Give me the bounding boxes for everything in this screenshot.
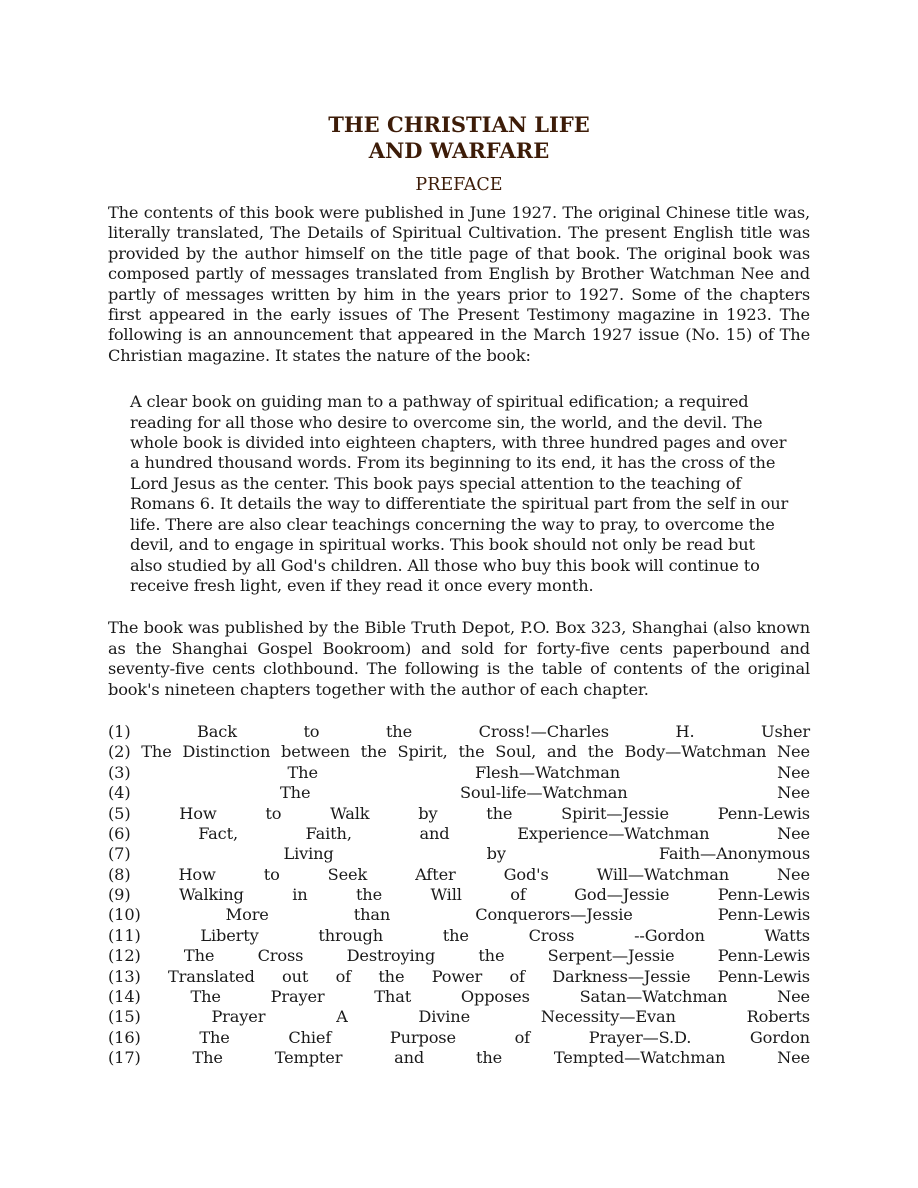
toc-word: Penn-Lewis [717,803,810,823]
toc-word: Spirit, [397,742,448,762]
toc-entry [108,946,810,966]
toc-word: Purpose [389,1027,456,1047]
toc-word: Destroying [346,946,436,966]
toc-word: and [394,1048,425,1068]
toc-word: Penn-Lewis [717,946,810,966]
book-title [108,112,810,164]
toc-word: Body—Watchman [624,742,767,762]
toc-word: Walk [330,803,370,823]
toc-word: Usher [761,721,810,741]
toc-word: of [510,885,526,905]
toc-word: the [378,966,405,986]
toc-word: (3) [108,762,131,782]
toc-entry [108,905,810,925]
toc-word: A [336,1007,348,1027]
toc-word: (14) [108,987,141,1007]
toc-word: to [263,864,280,884]
toc-word: The [287,762,318,782]
toc-word: (11) [108,925,141,945]
toc-word: Divine [418,1007,471,1027]
toc-word: Nee [777,1048,810,1068]
toc-entry [108,987,810,1007]
toc-word: Living [283,844,334,864]
toc-word: the [360,742,387,762]
toc-word: Tempted—Watchman [553,1048,726,1068]
toc-word: That [374,987,412,1007]
toc-word: Walking [178,885,244,905]
toc-word: Nee [777,823,810,843]
toc-word: Cross [257,946,304,966]
toc-word: between [281,742,350,762]
toc-entry [108,885,810,905]
toc-word: of [335,966,351,986]
toc-word: Faith, [305,823,352,843]
toc-word: Soul, [495,742,537,762]
toc-word: Flesh—Watchman [474,762,621,782]
publication-paragraph: The book was published by the Bible Truth Depot, P.O. Box 323, Shanghai (also known as the Shanghai Gospel Bookroom) and sold for forty-five cents paperbound and seventy-five cents clothbound. The following is the table of contents of the original book's nineteen chapters together with the author of each chapter. [108,618,810,699]
toc-word: Faith—Anonymous [658,844,810,864]
toc-word: Penn-Lewis [717,966,810,986]
toc-word: Nee [777,783,810,803]
toc-word: Back [197,721,237,741]
toc-word: the [458,742,485,762]
toc-word: the [478,946,505,966]
toc-entry [108,742,810,762]
toc-word: (17) [108,1048,141,1068]
toc-word: Opposes [460,987,530,1007]
toc-word: Cross!—Charles [478,721,609,741]
toc-word: More [225,905,269,925]
toc-word: After [415,864,456,884]
toc-entry [108,763,810,783]
toc-word: Seek [327,864,368,884]
toc-word: the [355,885,383,905]
toc-word: God's [503,864,549,884]
toc-entry [108,926,810,946]
toc-word: Nee [777,987,810,1007]
toc-word: The [199,1027,230,1047]
toc-word: Chief [288,1027,332,1047]
toc-word: Prayer—S.D. [588,1027,692,1047]
toc-word: Darkness—Jessie [552,966,691,986]
toc-word: How [178,864,216,884]
toc-word: Nee [777,864,810,884]
toc-entry [108,824,810,844]
toc-entry [108,1048,810,1068]
toc-word: the [587,742,614,762]
toc-word: The [280,783,311,803]
toc-word: (15) [108,1007,141,1027]
toc-word: and [419,823,450,843]
toc-word: --Gordon [634,925,705,945]
toc-entry [108,804,810,824]
toc-word: the [475,1048,503,1068]
toc-word: H. [675,721,695,741]
toc-word: the [385,721,413,741]
toc-word: of [514,1027,531,1047]
toc-word: Watts [764,925,810,945]
toc-word: Translated [167,966,255,986]
toc-word: to [265,803,282,823]
toc-word: through [318,925,383,945]
toc-word: Prayer [270,987,325,1007]
toc-word: Liberty [200,925,259,945]
toc-word: Will—Watchman [596,864,730,884]
toc-word: out [282,966,309,986]
toc-word: The [190,987,221,1007]
table-of-contents [108,722,810,1069]
toc-word: Serpent—Jessie [547,946,675,966]
toc-word: (2) [108,742,131,762]
book-title-line-2: AND WARFARE [368,138,550,163]
toc-word: Necessity—Evan [540,1007,676,1027]
toc-word: Will [430,885,462,905]
toc-word: Prayer [211,1007,266,1027]
toc-entry [108,722,810,742]
section-heading: PREFACE [415,175,503,195]
toc-word: of [509,966,525,986]
toc-word: (12) [108,946,141,966]
toc-word: The [183,946,215,966]
toc-word: Satan—Watchman [579,987,728,1007]
intro-paragraph: The contents of this book were published in June 1927. The original Chinese title was, literally translated, The Details of Spiritual Cultivation. The present English title was provided by the author himself on the title page of that book. The original book was composed partly of messages translated from English by Brother Watchman Nee and partly of messages written by him in the years prior to 1927. Some of the chapters first appeared in the early issues of The Present Testimony magazine in 1923. The following is an announcement that appeared in the March 1927 issue (No. 15) of The Christian magazine. It states the nature of the book: [108,203,810,365]
toc-word: (13) [108,966,141,986]
toc-word: Penn-Lewis [717,885,810,905]
book-title-line-1: THE CHRISTIAN LIFE [328,112,590,137]
toc-word: (9) [108,885,131,905]
toc-word: and [546,742,577,762]
toc-word: (4) [108,783,131,803]
toc-word: The [192,1048,223,1068]
toc-entry [108,1007,810,1027]
toc-entry [108,844,810,864]
toc-word: Soul-life—Watchman [459,783,628,803]
toc-word: in [292,885,308,905]
toc-word: God—Jessie [574,885,670,905]
toc-entry [108,865,810,885]
toc-word: (7) [108,844,131,864]
toc-word: Penn-Lewis [717,905,810,925]
toc-word: Nee [777,742,810,762]
toc-word: (6) [108,823,131,843]
toc-word: Tempter [274,1048,343,1068]
toc-word: (1) [108,721,131,741]
announcement-quote: A clear book on guiding man to a pathway of spiritual edification; a required reading for all those who desire to overcome sin, the world, and the devil. The whole book is divided into eighteen chapters, with three hundred pages and over a hundred thousand words. From its beginning to its end, it has the cross of the Lord Jesus as the center. This book pays special attention to the teaching of Romans 6. It details the way to differentiate the spiritual part from the self in our life. There are also clear teachings concerning the way to pray, to overcome the devil, and to engage in spiritual works. This book should not only be read but also studied by all God's children. All those who buy this book will continue to receive fresh light, even if they read it once every month. [130,392,789,595]
toc-word: Roberts [746,1007,810,1027]
toc-word: How [179,803,217,823]
toc-word: the [486,803,513,823]
toc-word: Conquerors—Jessie [475,905,633,925]
toc-word: Power [431,966,483,986]
toc-word: The [141,742,172,762]
toc-word: Fact, [198,823,238,843]
document-page [108,112,810,1069]
toc-word: (8) [108,864,131,884]
toc-word: by [486,844,506,864]
toc-entry [108,783,810,803]
toc-word: to [303,721,320,741]
toc-word: (10) [108,905,141,925]
toc-entry [108,967,810,987]
toc-word: Spirit—Jessie [561,803,669,823]
toc-word: Experience—Watchman [517,823,710,843]
toc-word: than [353,905,391,925]
toc-word: by [418,803,438,823]
toc-word: (5) [108,803,131,823]
toc-word: Cross [528,925,575,945]
toc-entry [108,1028,810,1048]
toc-word: the [442,925,469,945]
toc-word: Nee [777,762,810,782]
toc-word: Distinction [182,742,271,762]
toc-word: (16) [108,1027,141,1047]
toc-word: Gordon [749,1027,810,1047]
